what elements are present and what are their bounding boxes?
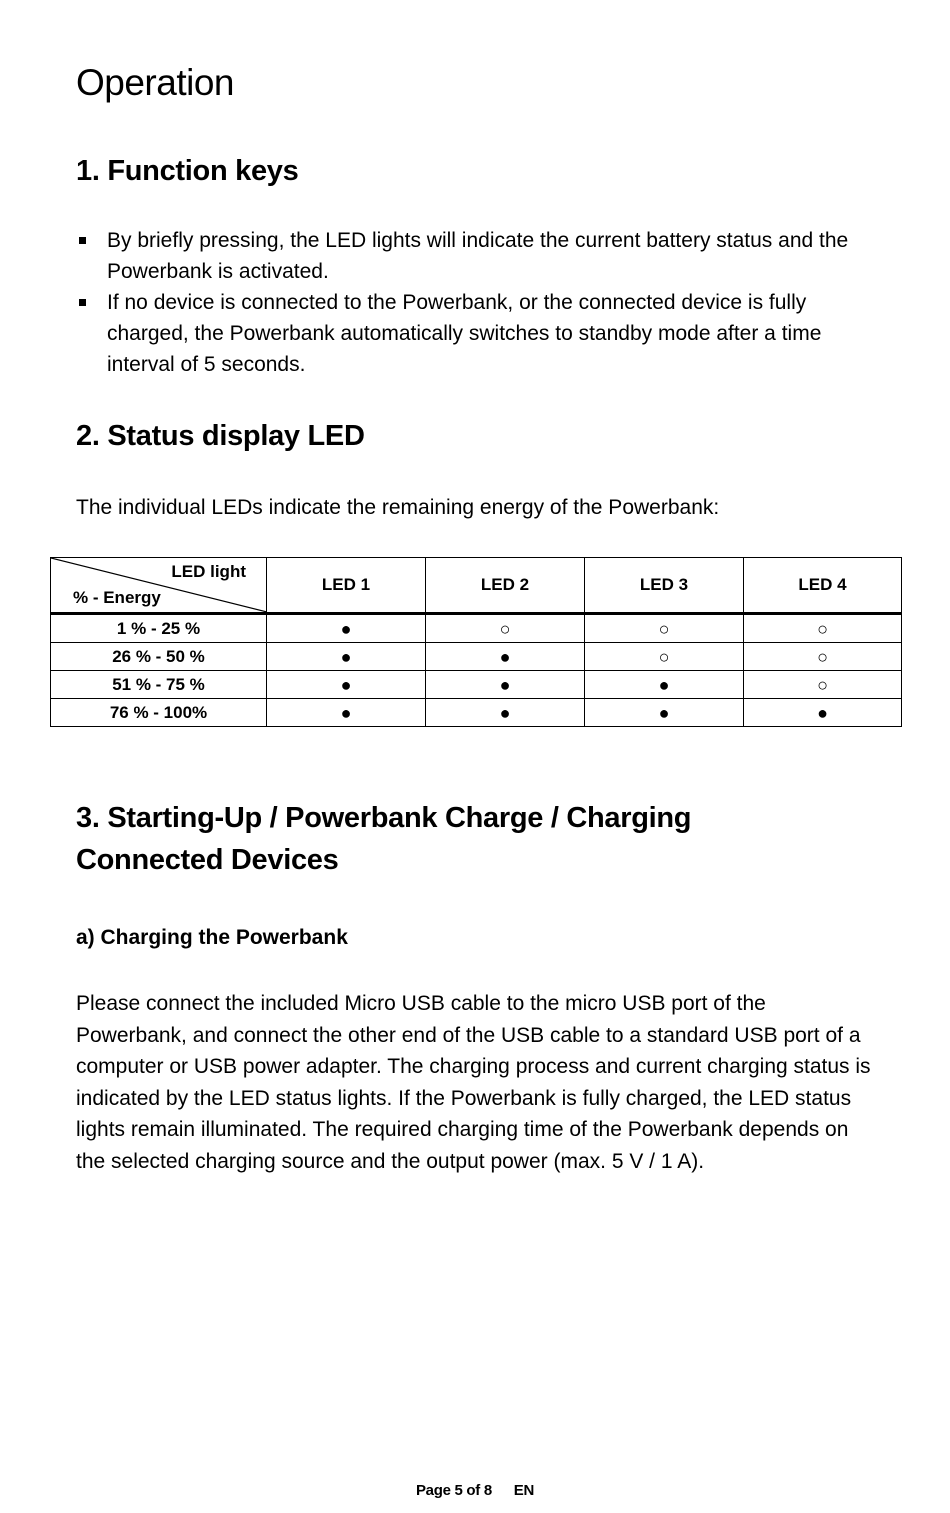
page-title: Operation [76,62,234,103]
led-state-cell: ○ [744,643,902,671]
page-label: Page [415,1482,451,1499]
language-code: EN [513,1482,535,1499]
table-corner-cell [51,558,267,614]
led-status-table [50,557,902,727]
column-header: LED 3 [585,558,744,614]
section-title-line: Connected Devices [76,844,339,876]
led-state-cell: ○ [744,671,902,699]
status-led-intro: The individual LEDs indicate the remaining energy of the Powerbank: [76,496,720,519]
corner-label-energy: % - Energy [73,588,161,607]
energy-range-cell: 51 % - 75 % [51,671,267,699]
section-title-line: 3. Starting-Up / Powerbank Charge / Charging [76,802,692,834]
led-state-cell: ○ [585,643,744,671]
square-bullet-icon [79,299,86,306]
function-keys-list [76,225,866,380]
column-header: LED 1 [267,558,426,614]
subsection-title-charging-powerbank: a) Charging the Powerbank [76,926,348,949]
table-row [51,614,902,643]
list-item [76,225,866,287]
energy-range-cell: 26 % - 50 % [51,643,267,671]
corner-label-led-light: LED light [171,562,246,581]
page-total: 8 [483,1482,492,1499]
page-of: of [466,1482,480,1499]
led-state-cell: ● [585,671,744,699]
square-bullet-icon [79,237,86,244]
charging-instructions-paragraph: Please connect the included Micro USB cable to the micro USB port of the Powerbank, and connect the other end of the USB cable to a standard USB port of a computer or USB power adapter. The charging process and current charging status is indicated by the LED status lights. If the Powerbank is fully charged, the LED status lights remain illuminated. The required charging time of the Powerbank depends on the selected charging source and the output power (max. 5 V / 1 A). [76,992,871,1173]
led-state-cell: ● [426,699,585,727]
led-state-cell: ● [744,699,902,727]
list-item [76,287,866,380]
led-state-cell: ● [267,699,426,727]
energy-range-cell: 76 % - 100% [51,699,267,727]
led-state-cell: ● [267,643,426,671]
section-title-charging [76,797,691,881]
table-row [51,643,902,671]
energy-range-cell: 1 % - 25 % [51,614,267,643]
column-header: LED 4 [744,558,902,614]
led-state-cell: ● [267,671,426,699]
column-header: LED 2 [426,558,585,614]
led-state-cell: ● [426,671,585,699]
led-state-cell: ● [267,614,426,643]
list-item-text: If no device is connected to the Powerbank, or the connected device is fully charged, the Powerbank automatically switches to standby mode after a time interval of 5 seconds. [107,291,822,376]
section-title-function-keys: 1. Function keys [76,155,299,187]
led-state-cell: ○ [585,614,744,643]
page-current: 5 [454,1482,463,1499]
list-item-text: By briefly pressing, the LED lights will indicate the current battery status and the Powerbank is activated. [107,229,849,283]
page-footer [0,1482,950,1499]
section-title-status-led: 2. Status display LED [76,420,365,452]
led-state-cell: ● [426,643,585,671]
led-state-cell: ○ [426,614,585,643]
table-row [51,699,902,727]
led-state-cell: ○ [744,614,902,643]
led-state-cell: ● [585,699,744,727]
table-row [51,671,902,699]
table-header-row [51,558,902,614]
